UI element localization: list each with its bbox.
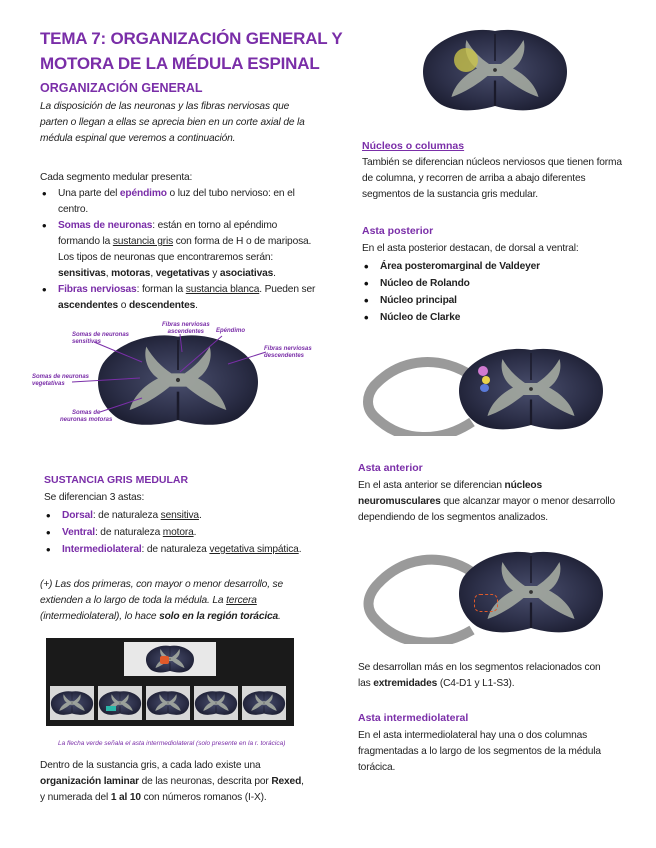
extremidades-paragraph: Se desarrollan más en los segmentos relacionados con las extremidades (C4-D1 y L1-S3). <box>358 662 601 689</box>
segment-row <box>50 686 290 722</box>
intro-paragraph: La disposición de las neuronas y las fibras nerviosas que parten o llegan a ellas se aprecia bien en un corte axial de la médula espinal que veremos a continuación. <box>40 101 305 144</box>
page-title: TEMA 7: ORGANIZACIÓN GENERAL Y MOTORA DE LA MÉDULA ESPINAL <box>40 29 343 73</box>
list-item: • Dorsal: de naturaleza sensitiva. <box>44 507 344 524</box>
section-title-asta-intermediolateral: Asta intermediolateral <box>358 712 469 724</box>
section-title-sustancia-gris: SUSTANCIA GRIS MEDULAR <box>44 474 189 486</box>
asta-anterior-paragraph: En el asta anterior se diferencian núcleos neuromusculares que alcanzar mayor o menor desarrollo dependiendo de los segmentos analizados. <box>358 480 616 523</box>
list-item: • Una parte del epéndimo o luz del tubo nervioso: en el centro. <box>40 186 340 218</box>
asta-anterior-figure <box>362 540 622 646</box>
list-item: • Núcleo de Clarke <box>362 309 622 326</box>
list-item: • Núcleo de Rolando <box>362 275 622 292</box>
note-paragraph: (+) Las dos primeras, con mayor o menor desarrollo, se extienden a lo largo de toda la médula. La tercera (intermediolateral), lo hace solo en la región torácica. <box>40 579 284 622</box>
list-item: • Área posteromarginal de Valdeyer <box>362 258 622 275</box>
label-ependimo: Epéndimo <box>216 328 246 334</box>
list-item: • Ventral: de naturaleza motora. <box>44 524 344 541</box>
label-fibras-ascendentes: Fibras nerviosas ascendentes <box>162 322 210 335</box>
label-fibras-descendentes: Fibras nerviosas descendentes <box>264 346 312 359</box>
section-title-asta-anterior: Asta anterior <box>358 462 423 474</box>
section-title-nucleos: Núcleos o columnas <box>362 140 465 152</box>
astas-intro: Se diferencian 3 astas: <box>44 492 145 503</box>
list-item: • Núcleo principal <box>362 292 622 309</box>
section-title-asta-posterior: Asta posterior <box>362 225 434 237</box>
asta-posterior-figure <box>362 336 622 440</box>
figure-caption: La flecha verde señala el asta intermediolateral (solo presente en la r. torácica) <box>58 740 286 747</box>
segment-list <box>40 186 340 314</box>
segments-figure <box>46 638 294 726</box>
section-title-organizacion: ORGANIZACIÓN GENERAL <box>40 81 203 95</box>
spinal-cord-top-image <box>420 18 570 122</box>
label-somas-vegetativas: Somas de neuronas vegetativas <box>32 374 90 387</box>
asta-posterior-intro: En el asta posterior destacan, de dorsal a ventral: <box>362 243 579 254</box>
segment-intro: Cada segmento medular presenta: <box>40 172 193 183</box>
list-item: • Intermediolateral: de naturaleza vegetativa simpática. <box>44 541 344 558</box>
laminar-paragraph: Dentro de la sustancia gris, a cada lado existe una organización laminar de las neuronas, descrita por Rexed, y numerada del 1 al 10 con números romanos (I-X). <box>40 760 304 803</box>
list-item: • Fibras nerviosas: forman la sustancia blanca. Pueden ser ascendentes o descendentes. <box>40 282 340 314</box>
spinal-cord-figure <box>32 322 332 432</box>
list-item: • Somas de neuronas: están en torno al epéndimo formando la sustancia gris con forma de H o de mariposa. Los tipos de neuronas que encontraremos serán: sensitivas, motoras, vegetativas y asociativas. <box>40 218 340 282</box>
label-somas-sensitivas: Somas de neuronas sensitivas <box>72 332 130 345</box>
asta-posterior-list <box>362 258 622 326</box>
label-somas-motoras: Somas de neuronas motoras <box>60 410 113 423</box>
nucleos-paragraph: También se diferencian núcleos nerviosos que tienen forma de columna, y recorren de arriba a abajo diferentes segmentos de la sustancia gris medular. <box>362 157 622 200</box>
asta-intermediolateral-paragraph: En el asta intermediolateral hay una o dos columnas fragmentadas a lo largo de los segmentos de la médula torácica. <box>358 730 601 773</box>
astas-list <box>44 507 344 558</box>
segment-detail-image <box>124 642 216 676</box>
